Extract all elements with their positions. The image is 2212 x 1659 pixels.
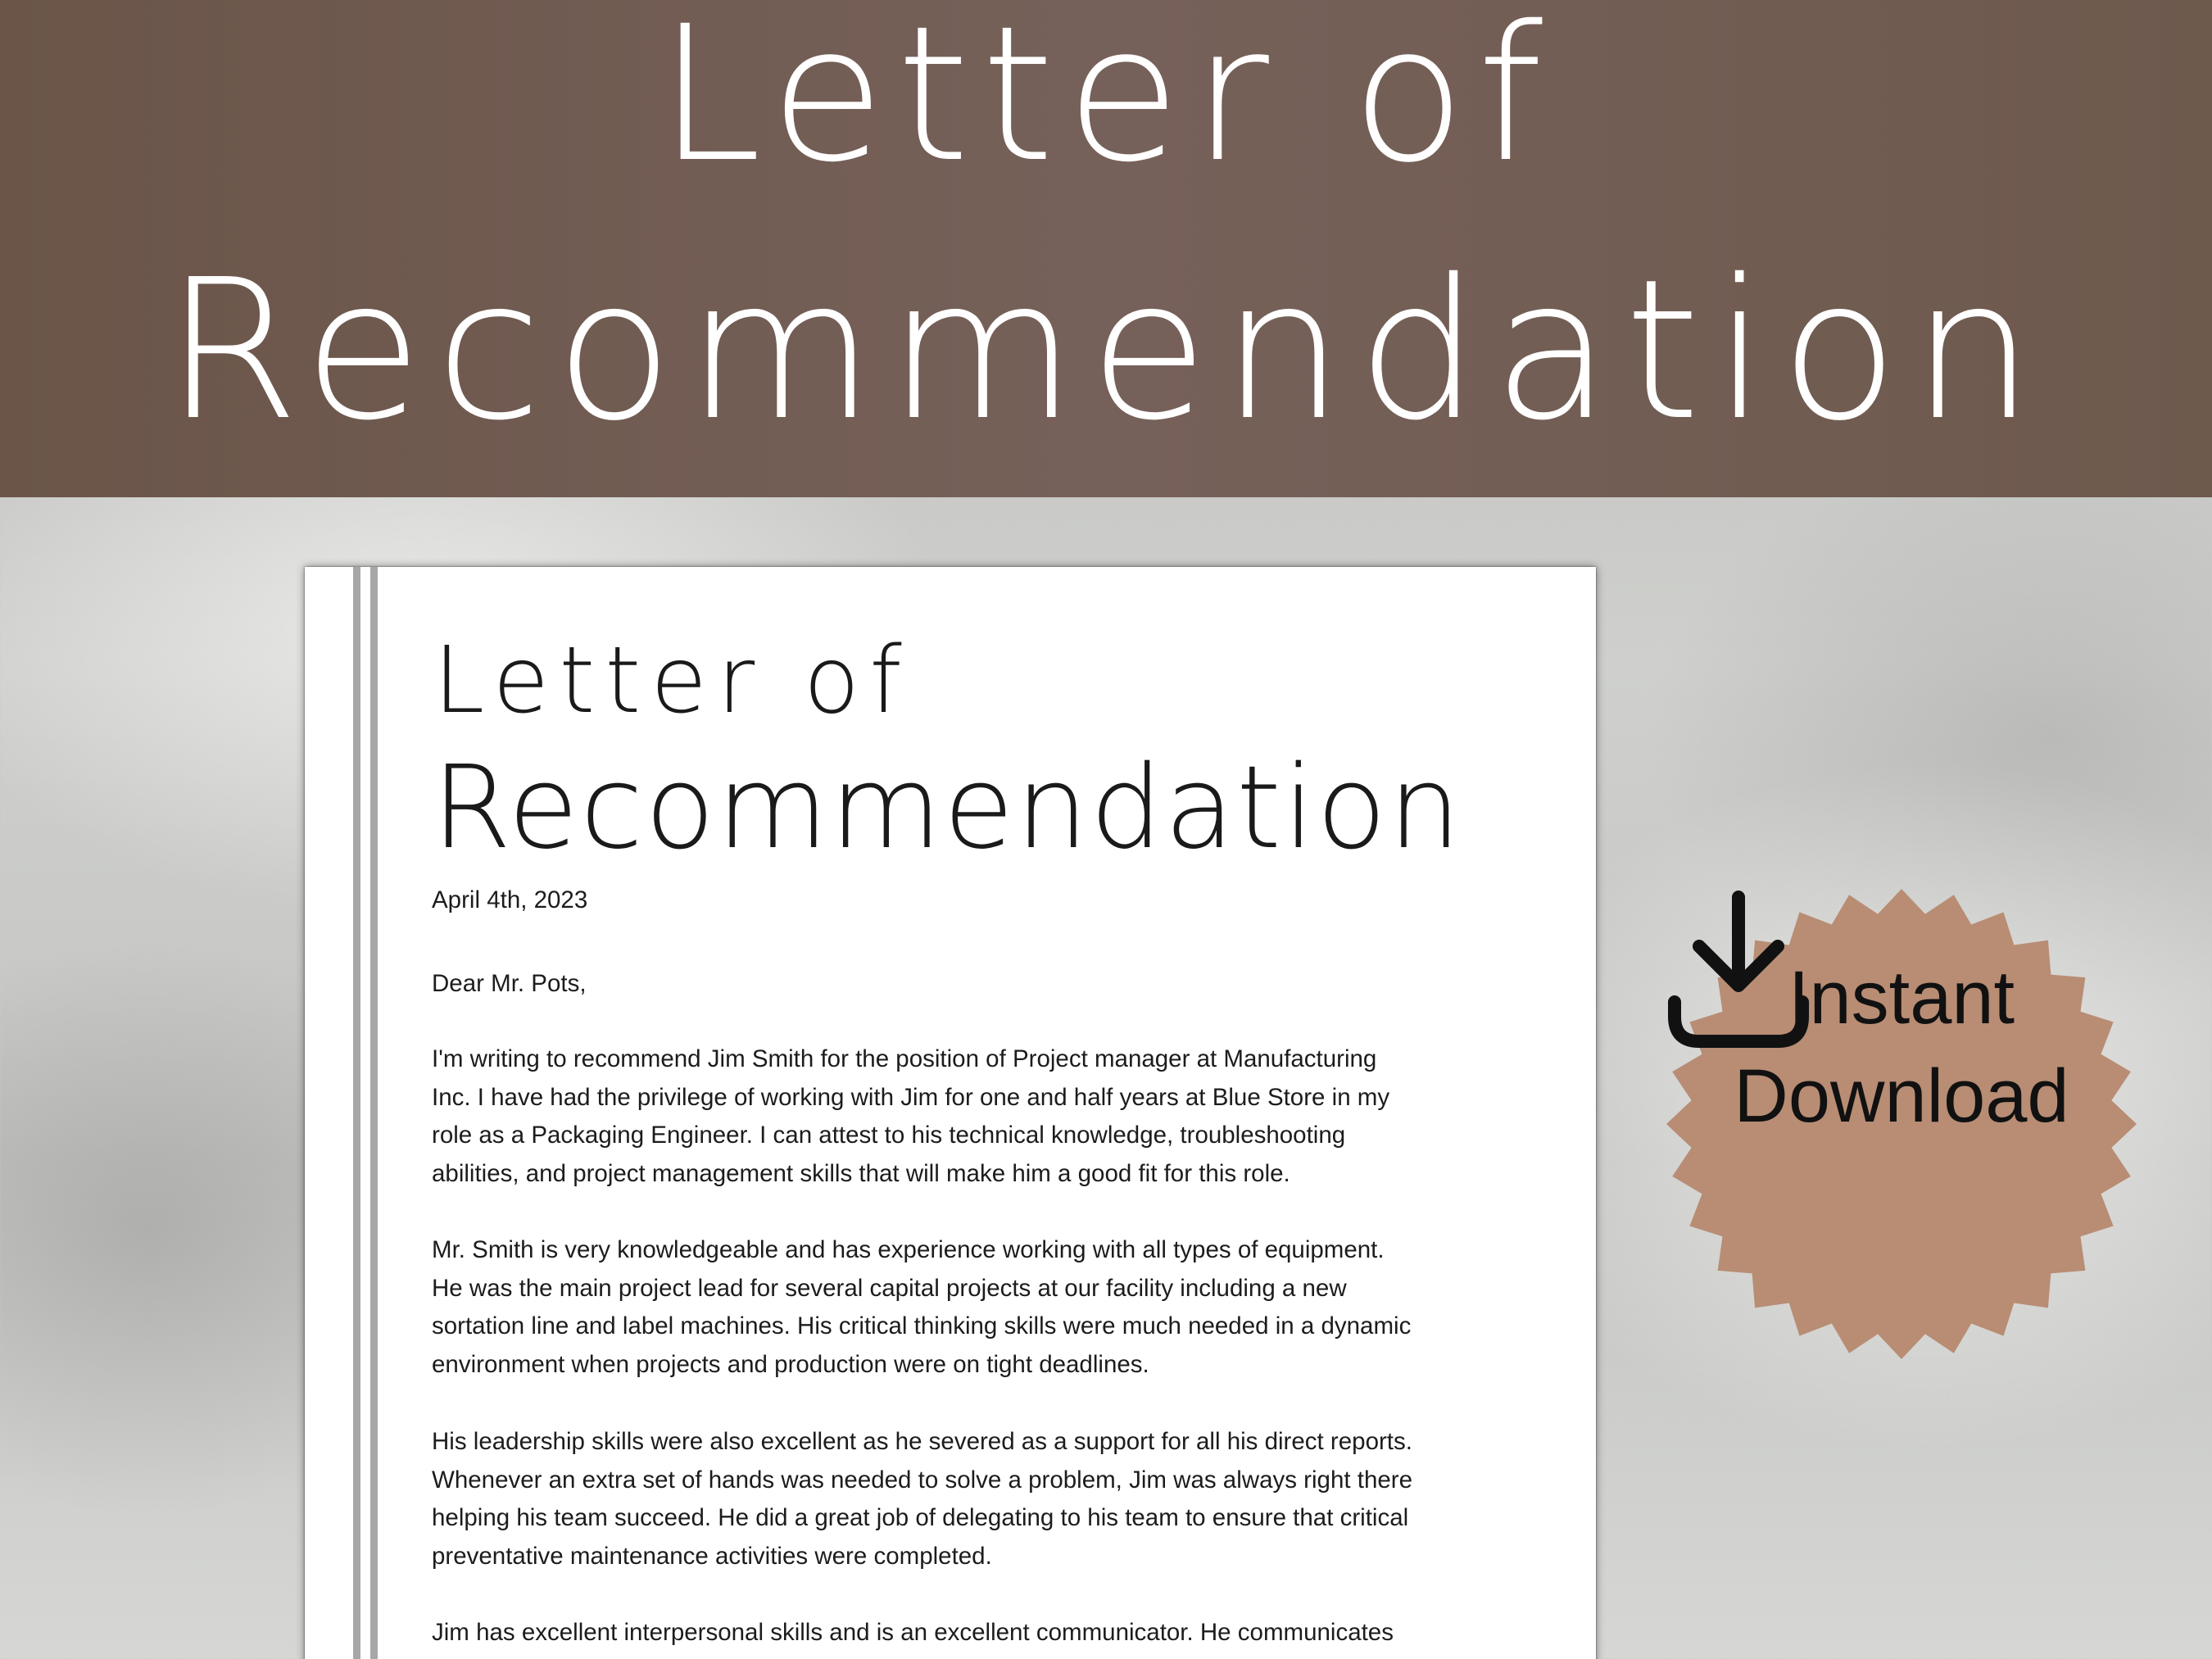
letter-salutation: Dear Mr. Pots, (432, 970, 587, 997)
letter-paragraph: I'm writing to recommend Jim Smith for the position of Project manager at Manufacturing Inc. I have had the privilege of working with Jim for one and half years at Blue Store in my role as a Packaging Engineer. I can attest to his technical knowledge, troubleshooting abilities, and project management skills that will make him a good fit for this role. (432, 1045, 1390, 1187)
letter-paragraph: Mr. Smith is very knowledgeable and has experience working with all types of equipment. He was the main project lead for several capital projects at our facility including a new sortation line and label machines. His critical thinking skills were much needed in a dynamic environment when projects and production were on tight deadlines. (432, 1236, 1412, 1378)
banner-title-line2: Recommendation (165, 238, 2047, 463)
letter-document-preview (305, 567, 1596, 1659)
document-title-line1: Letter of (433, 628, 912, 734)
document-side-bar (353, 567, 360, 1659)
title-banner (0, 0, 2212, 497)
badge-text-line1: Instant (1788, 956, 2015, 1040)
document-side-bar (370, 567, 378, 1659)
download-icon (1665, 887, 1812, 1051)
instant-download-badge (1665, 887, 2138, 1361)
letter-date: April 4th, 2023 (432, 886, 588, 913)
document-title-line2: Recommendation (432, 741, 1463, 875)
letter-paragraph: His leadership skills were also excellent as he severed as a support for all his direct reports. Whenever an extra set of hands was needed to solve a problem, Jim was always right there helping his team succeed. He did a great job of delegating to his team to ensure that critical preventative maintenance activities were completed. (432, 1428, 1412, 1570)
letter-paragraph: Jim has excellent interpersonal skills and is an excellent communicator. He communicates (432, 1619, 1394, 1646)
banner-title-line1: Letter of (657, 0, 1555, 203)
badge-text-line2: Download (1734, 1054, 2069, 1138)
